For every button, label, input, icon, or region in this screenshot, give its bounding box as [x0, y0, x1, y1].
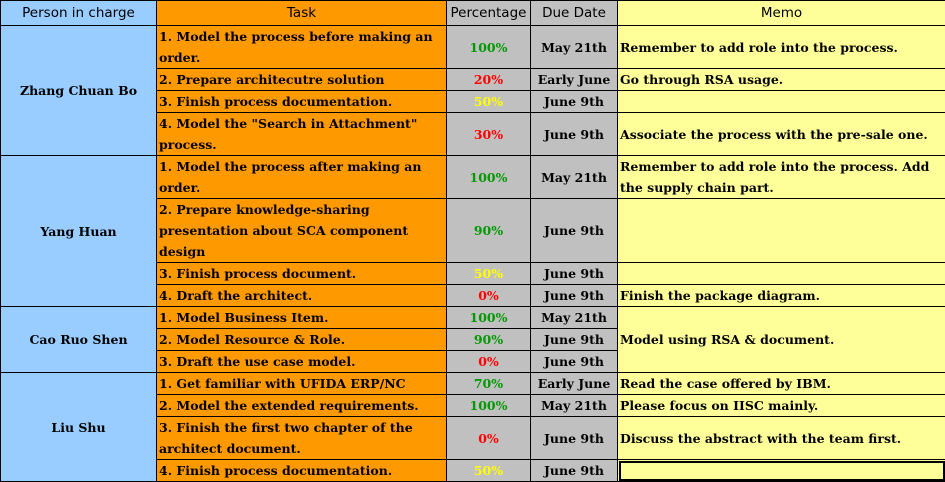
task-cell[interactable]: 1. Get familiar with UFIDA ERP/NC: [157, 373, 447, 395]
due-date-cell[interactable]: May 21th: [531, 156, 618, 199]
header-task[interactable]: Task: [157, 1, 447, 26]
task-cell[interactable]: 1. Model the process before making an order.: [157, 26, 447, 69]
due-date-cell[interactable]: June 9th: [531, 91, 618, 113]
memo-cell[interactable]: Discuss the abstract with the team first.: [618, 417, 945, 460]
task-cell[interactable]: 4. Draft the architect.: [157, 285, 447, 307]
percentage-cell[interactable]: 50%: [447, 91, 531, 113]
memo-cell[interactable]: Please focus on IISC mainly.: [618, 395, 945, 417]
due-date-cell[interactable]: June 9th: [531, 285, 618, 307]
table-row: [1, 307, 945, 329]
percentage-cell[interactable]: 100%: [447, 395, 531, 417]
header-memo[interactable]: Memo: [618, 1, 945, 26]
person-cell-liu-shu[interactable]: Liu Shu: [1, 373, 157, 482]
percentage-cell[interactable]: 100%: [447, 307, 531, 329]
memo-cell[interactable]: Associate the process with the pre-sale one.: [618, 113, 945, 156]
due-date-cell[interactable]: June 9th: [531, 113, 618, 156]
due-date-cell[interactable]: May 21th: [531, 307, 618, 329]
task-cell[interactable]: 1. Model Business Item.: [157, 307, 447, 329]
percentage-cell[interactable]: 50%: [447, 263, 531, 285]
task-cell[interactable]: 4. Finish process documentation.: [157, 460, 447, 482]
due-date-cell[interactable]: June 9th: [531, 329, 618, 351]
due-date-cell[interactable]: May 21th: [531, 26, 618, 69]
task-cell[interactable]: 3. Draft the use case model.: [157, 351, 447, 373]
task-cell[interactable]: 2. Prepare knowledge-sharing presentation about SCA component design: [157, 199, 447, 263]
task-cell[interactable]: 3. Finish process document.: [157, 263, 447, 285]
percentage-cell[interactable]: 100%: [447, 26, 531, 69]
percentage-cell[interactable]: 0%: [447, 417, 531, 460]
percentage-cell[interactable]: 30%: [447, 113, 531, 156]
percentage-cell[interactable]: 0%: [447, 351, 531, 373]
task-cell[interactable]: 2. Model Resource & Role.: [157, 329, 447, 351]
percentage-cell[interactable]: 90%: [447, 329, 531, 351]
task-cell[interactable]: 1. Model the process after making an order.: [157, 156, 447, 199]
due-date-cell[interactable]: June 9th: [531, 460, 618, 482]
person-cell-zhang-chuan-bo[interactable]: Zhang Chuan Bo: [1, 26, 157, 156]
percentage-cell[interactable]: 90%: [447, 199, 531, 263]
memo-cell[interactable]: Finish the package diagram.: [618, 285, 945, 307]
percentage-cell[interactable]: 20%: [447, 69, 531, 91]
due-date-cell[interactable]: June 9th: [531, 417, 618, 460]
header-due-date[interactable]: Due Date: [531, 1, 618, 26]
due-date-cell[interactable]: May 21th: [531, 395, 618, 417]
task-cell[interactable]: 3. Finish process documentation.: [157, 91, 447, 113]
header-person-in-charge[interactable]: Person in charge: [1, 1, 157, 26]
memo-cell[interactable]: Remember to add role into the process. Add the supply chain part.: [618, 156, 945, 199]
due-date-cell[interactable]: Early June: [531, 69, 618, 91]
memo-cell[interactable]: [618, 199, 945, 263]
table-row: [1, 373, 945, 395]
percentage-cell[interactable]: 50%: [447, 460, 531, 482]
memo-cell[interactable]: Read the case offered by IBM.: [618, 373, 945, 395]
task-cell[interactable]: 2. Model the extended requirements.: [157, 395, 447, 417]
percentage-cell[interactable]: 100%: [447, 156, 531, 199]
task-cell[interactable]: 2. Prepare architecutre solution: [157, 69, 447, 91]
header-row: [1, 1, 945, 26]
due-date-cell[interactable]: June 9th: [531, 199, 618, 263]
person-cell-cao-ruo-shen[interactable]: Cao Ruo Shen: [1, 307, 157, 373]
memo-cell-merged[interactable]: Model using RSA & document.: [618, 307, 945, 373]
person-cell-yang-huan[interactable]: Yang Huan: [1, 156, 157, 307]
task-cell[interactable]: 4. Model the "Search in Attachment" process.: [157, 113, 447, 156]
memo-cell[interactable]: [618, 263, 945, 285]
memo-cell[interactable]: Go through RSA usage.: [618, 69, 945, 91]
task-cell[interactable]: 3. Finish the first two chapter of the architect document.: [157, 417, 447, 460]
header-percentage[interactable]: Percentage: [447, 1, 531, 26]
memo-cell[interactable]: [618, 91, 945, 113]
percentage-cell[interactable]: 0%: [447, 285, 531, 307]
due-date-cell[interactable]: June 9th: [531, 351, 618, 373]
memo-cell-selected[interactable]: [618, 460, 945, 482]
table-row: [1, 26, 945, 69]
memo-cell[interactable]: Remember to add role into the process.: [618, 26, 945, 69]
table-row: [1, 156, 945, 199]
due-date-cell[interactable]: Early June: [531, 373, 618, 395]
percentage-cell[interactable]: 70%: [447, 373, 531, 395]
due-date-cell[interactable]: June 9th: [531, 263, 618, 285]
